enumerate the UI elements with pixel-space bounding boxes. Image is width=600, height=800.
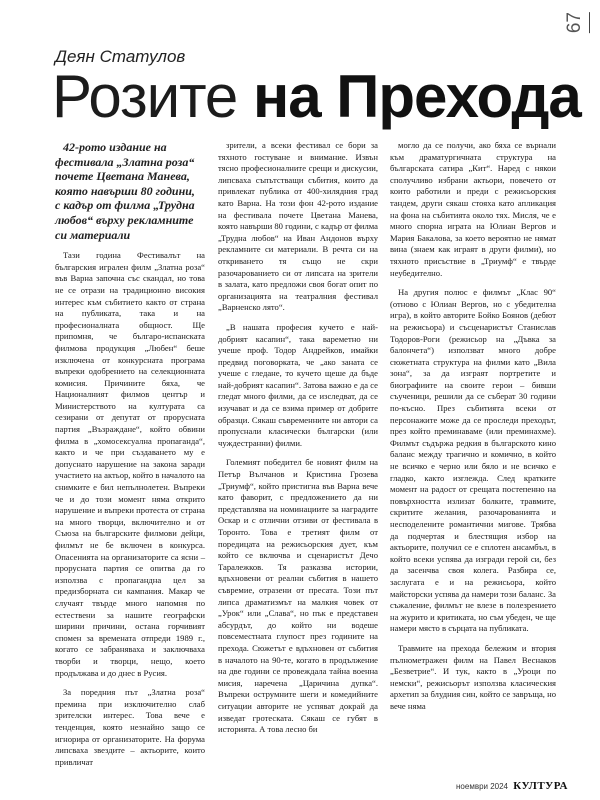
paragraph: зрители, а всеки фестивал се бори за тяхното гостуване и внимание. Извън тясно професионалните срещи и дискусии, липсваха съпътстващи събития, които да привлекат публика от 400-хилядния град като Варна. На този фон 42-рото издание на фестивала почете Цветана Манева, която навърши 80 години, с кадър от филма „Трудна любов“ на Иван Андонов върху рекламните си материали. В речта си на откриването тя също не скри разочарованието си от липсата на зрители в залата, като предложи своя богат опит по организацията на театралния фестивал „Варненско лято“. <box>218 140 378 313</box>
text-column-3 <box>390 140 556 721</box>
title-part-1: Розите <box>52 63 238 130</box>
article-title <box>52 62 581 132</box>
page-number: 67 <box>566 12 590 33</box>
paragraph: „В нашата професия кучето е най-добрият касапин“, така вареметно ни учеше проф. Тодор Андрейков, имайки предвид поговорката, че „ако заната се учеше с гледане, то кучето щеше да бъде най-добрият касапин“. Затова важно е да се гледат много филми, да се изследват, да се изучават и да се взима пример от добрите образци. Сякаш съвременните ни автори са пропуснали класически български (или чуждестранни) филми. <box>218 321 378 448</box>
paragraph: Тази година Фестивалът на българския игрален филм „Златна роза“ във Варна започна със скандал, но това не се отрази на традиционно високия интерес към събитието както от страна на публиката, така и на професионалната общност. Ще припомня, че българо-испанската филмова продукция „Любен“ беше изключена от конкурсната програма въпреки одобрението на селекционната комисия. Причините бяха, че Националният филмов център и Министерството на културата са сезирани от депутат от прорусната партия „Възраждане“, който обвини филма в „хомосексуална пропаганда“, както и че при създаването му е допуснато нарушение на закона заради участието на актьор, който в началото на снимките е бил непълнолетен. Въпреки че и до този момент няма открито нарушение и въпреки протеста от страна на много творци, включително и от Съюза на българските филмови дейци, филмът не бе включен в конкурса. Опасенията на организаторите са ясни – прорусната партия се опитва да го използва с пропагандна цел за предизборната си кампания. Макар че случаят твърде много напомня по естествени за нашите географски ширини причини, остана горчивият спомен за времената отпреди 1989 г., когато се забраняваха и заключваха творби и творци, нещо, което продължава и до днес в Русия. <box>55 250 205 678</box>
text-column-2 <box>218 140 378 744</box>
paragraph: могло да се получи, ако бяха се върнали към драматургичната структура на българската сатира „Кит“. Наред с някои сполучливо избрани актьори, повечето от които работили и преди с режисьорския тандем, други сякаш стояха като апликация на фона на събитията около тях. Мисля, че е много спорна играта на Юлиан Вергов и Мария Бакалова, за което вероятно не нямат вина (знаем как играят в други филми), но тяхното присъствие в „Триумф“ е твърде неубедително. <box>390 140 556 278</box>
author-name: Деян Статулов <box>55 47 186 66</box>
paragraph: Големият победител бе новият филм на Петър Вълчанов и Кристина Грозева „Триумф“, който пристигна във Варна вече като фаворит, с предложението да ни представлява на номинациите за наградите Оскар и с отлични отзиви от фестивала в Торонто. Това е третият филм от поредицата на режисьорския дует, към който се включва и сценаристът Дечо Таралежков. Тя разказва истории, вдъхновени от реални събития в нашето съвремие, отразени от пресата. Този път липса драматизмът на малкия човек от „Урок“ или „Слава“, но пък е представен абсурдът, до който ни водеше повсеместната глупост през годините на прехода. Сюжетът е вдъхновен от събития в началото на 90-те, когато в продължение на две години се провеждала тайна военна мисия, наречена „Царичина дупка“. Въпреки острумните шеги и комедийните ситуации авторите не успяват докрай да изведат гротеската. Сякаш се губят в историята. А това лесно би <box>218 457 378 735</box>
magazine-brand: КУЛТУРА <box>513 780 568 792</box>
text-column-1 <box>55 140 205 776</box>
page-footer <box>456 780 568 792</box>
paragraph: Травмите на прехода бележим и втория пълнометражен филм на Павел Веснаков „Безветрие“. И тук, както в „Уроци по немски“, режисьорът използва класическия архетип за блудния син, който се завръща, но вече няма <box>390 642 556 711</box>
paragraph: На другия полюс е филмът „Клас 90“ (отново с Юлиан Вергов, но с убедителна игра), в който авторите Бойко Боянов (дебют на режисьора) и съсценаристът Станислав Тодоров-Роги (режисьор на „Дъвка за балончета“) използват много добре сюжетната структура на филми като „Вила зона“, за да изграят портретите и биографиите на своите герои – бивши съученици, решили да се съберат 30 години по-късно. През събитията всеки от персонажите може да се проследи преходът, през който преминаваме (или преминахме). Филмът съдържа редкия в българското кино баланс между трагично и комично, в който не всичко е черно или бяло и не всичко е гладко, както изглежда. След кратките момент на радост от срещата постепенно на повърхността излизат болките, травмите, скритите желания, разочарованията и несподелените романтични мигове. Трябва да подчертая и блестящия избор на актьорите, получил се е сплотен ансамбъл, в който всеки успява да изгради герой си, без да засенчва своя колега. Разбира се, заслугата е и на режисьора, който майсторски успява да намери този баланс. За съжаление, филмът не влезе в полезрението на журито и критиката, но съм убеден, че ще намери място в сърцата на публиката. <box>390 287 556 634</box>
lead-paragraph: 42-рото издание на фестивала „Златна роза“ почете Цветана Манева, която навърши 80 години, с кадър от филма „Трудна любов“ върху рекламните си материали <box>55 140 195 242</box>
paragraph: За поредния път „Златна роза“ премина при изключително слаб зрителски интерес. Това вече е тенденция, която незнайно защо се игнорира от организаторите. На форума липсваха звездите – актьорите, които привличат <box>55 687 205 767</box>
issue-date: ноември 2024 <box>456 782 509 791</box>
title-part-2: на Прехода <box>252 63 581 130</box>
